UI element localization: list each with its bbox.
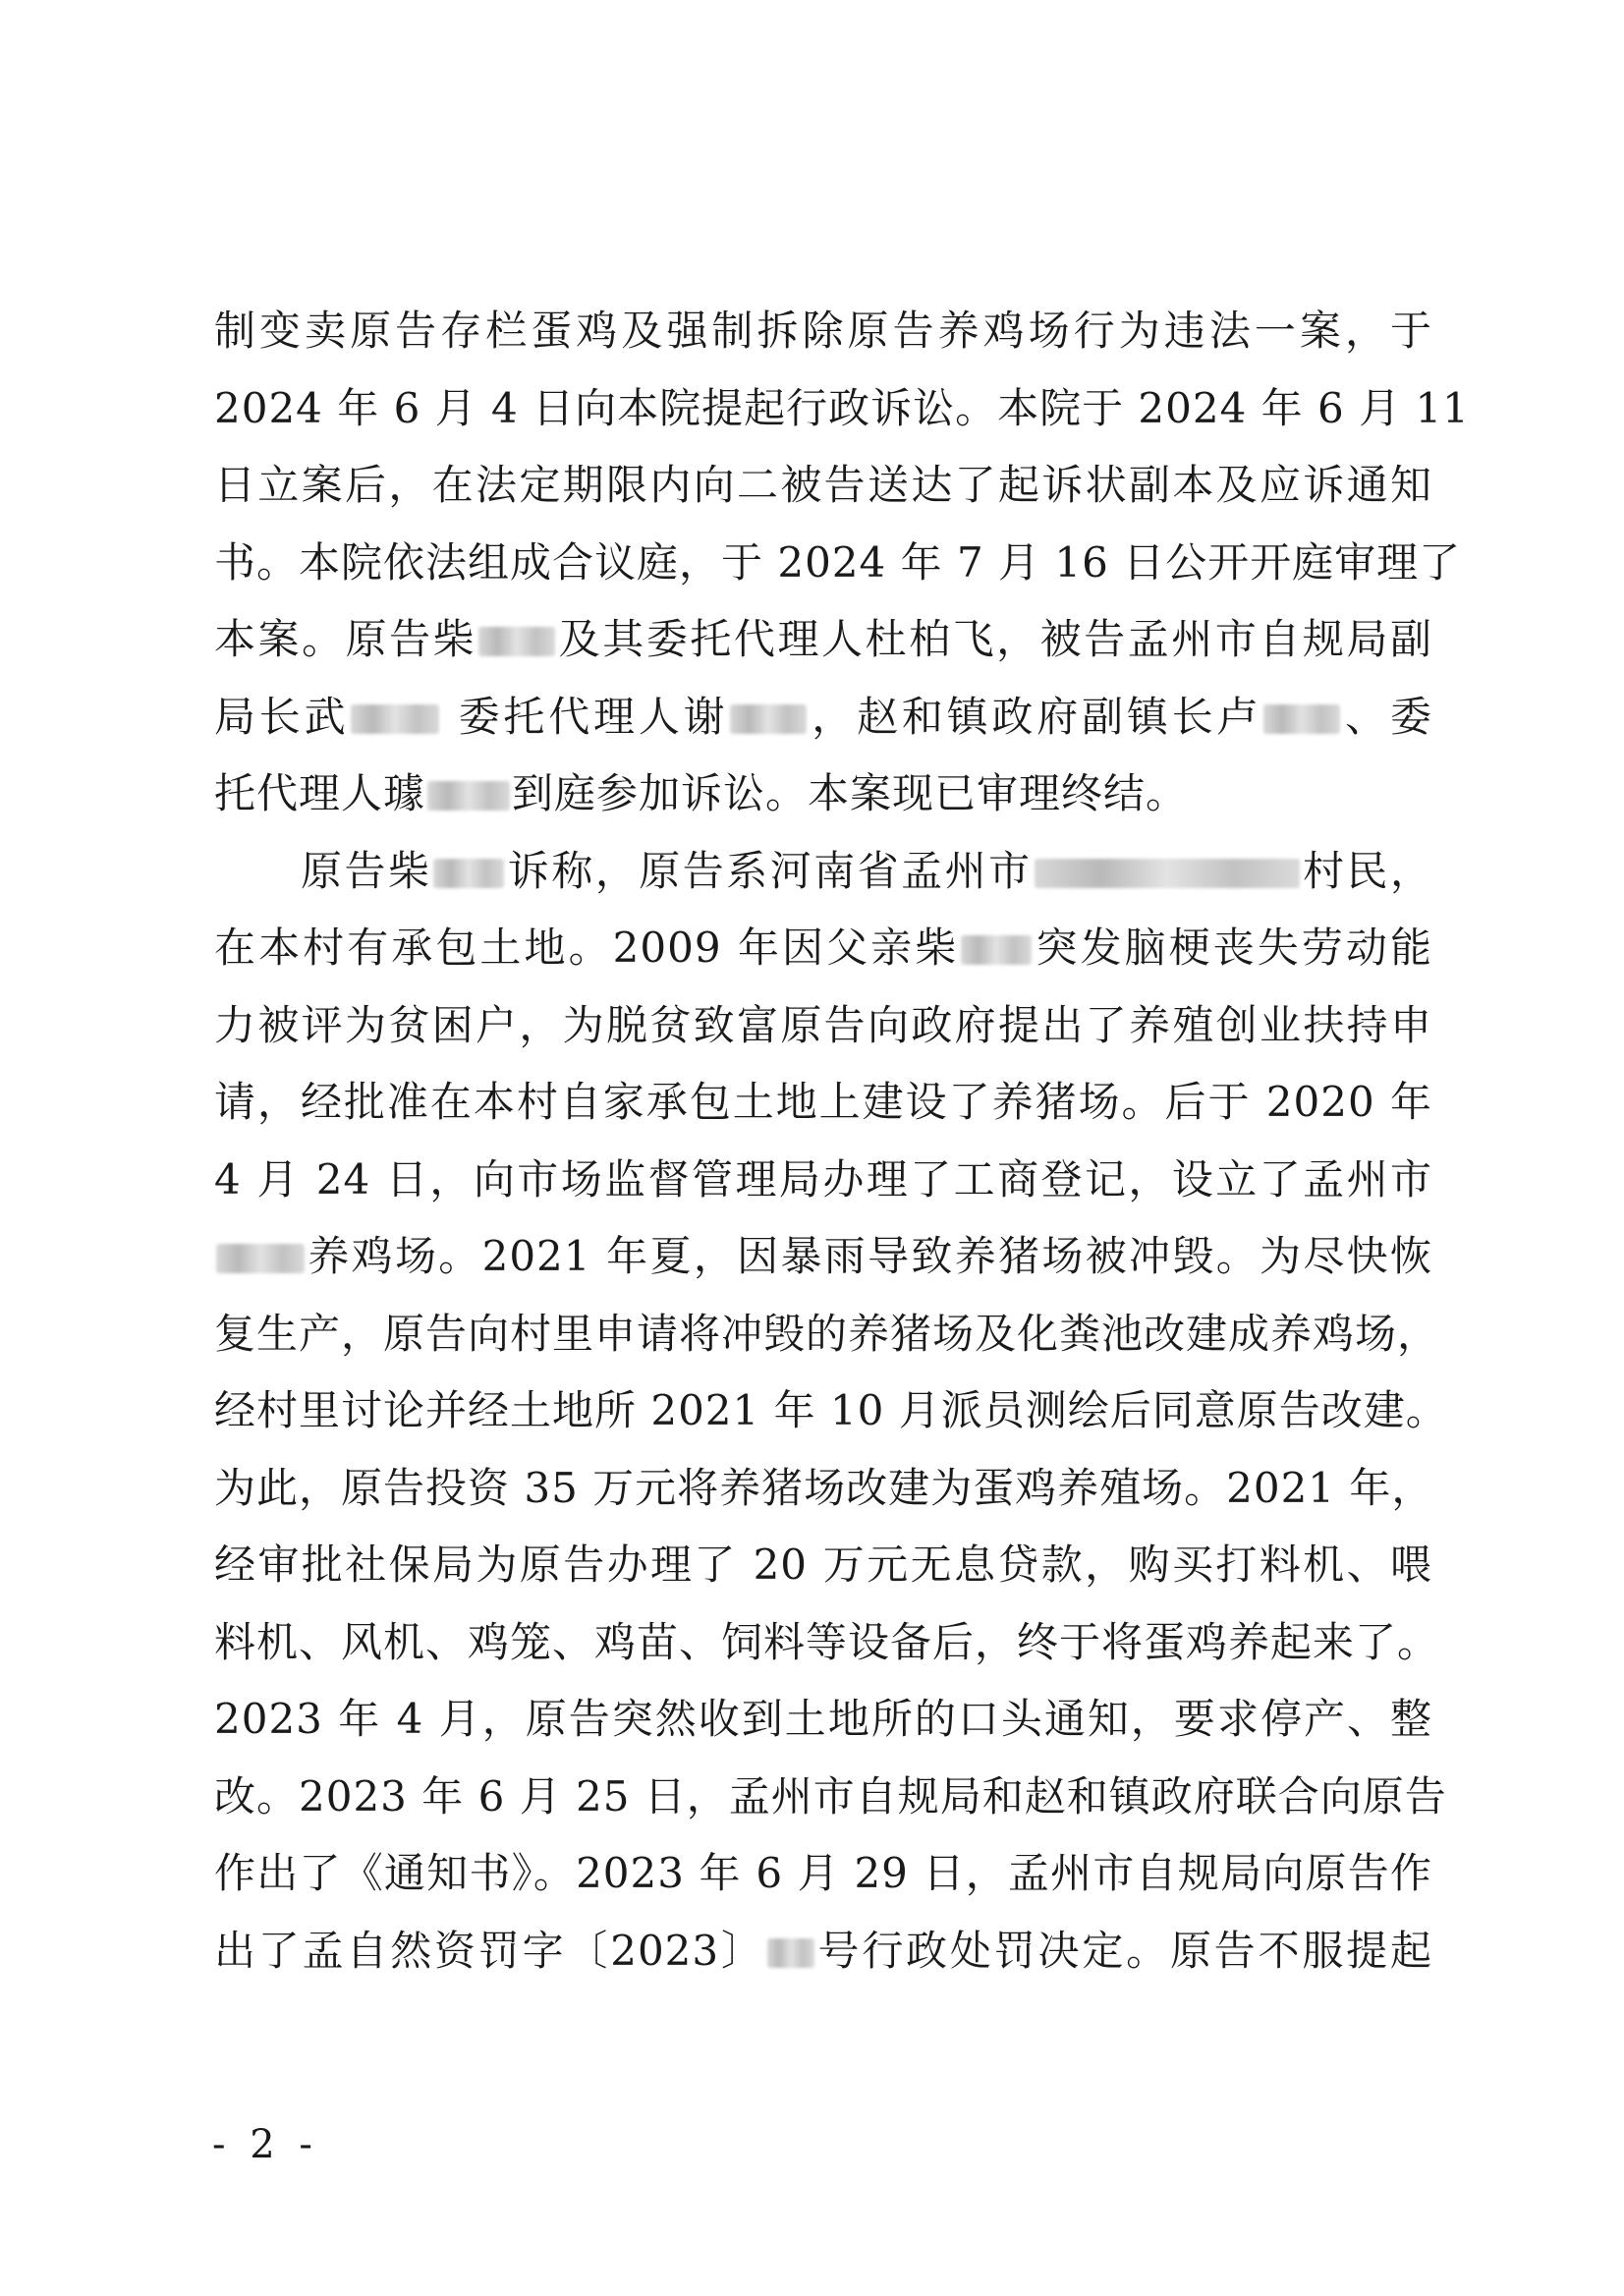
redaction-mark	[1035, 859, 1300, 888]
text-segment: 请，经批准在本村自家承包土地上建设了养猪场。后于 2020 年	[214, 1078, 1432, 1126]
text-segment: 出了孟自然资罚字〔2023〕	[214, 1926, 765, 1975]
text-line	[214, 525, 1462, 602]
text-segment: 日立案后，在法定期限内向二被告送达了起诉状副本及应诉通知	[214, 461, 1432, 509]
text-segment: 2024 年 6 月 4 日向本院提起行政诉讼。本院于 2024 年 6 月 11	[214, 383, 1470, 432]
text-segment: 经审批社保局为原告办理了 20 万元无息贷款，购买打料机、喂	[214, 1540, 1432, 1589]
text-segment: 2023 年 4 月，原告突然收到土地所的口头通知，要求停产、整	[214, 1695, 1432, 1743]
text-line	[214, 1450, 1432, 1528]
text-line	[214, 293, 1432, 370]
text-line	[214, 833, 1432, 911]
text-segment: 局长武	[214, 692, 350, 741]
text-segment: 在本村有承包土地。2009 年因父亲柴	[214, 924, 960, 972]
text-segment: 4 月 24 日，向市场监督管理局办理了工商登记，设立了孟州市	[214, 1154, 1432, 1204]
document-body	[214, 293, 1470, 1989]
text-segment: 、委	[1342, 692, 1432, 741]
text-segment: 改。2023 年 6 月 25 日，孟州市自规局和赵和镇政府联合向原告	[214, 1771, 1447, 1820]
text-segment: 力被评为贫困户，为脱贫致富原告向政府提出了养殖创业扶持申	[214, 1000, 1432, 1049]
page-number: - 2 -	[212, 2122, 318, 2167]
text-segment: ，赵和镇政府副镇长卢	[809, 692, 1262, 741]
text-line	[214, 1296, 1440, 1373]
text-line	[214, 370, 1470, 448]
redaction-mark	[961, 935, 1032, 965]
text-line	[214, 1218, 1432, 1296]
redaction-mark	[767, 1938, 814, 1968]
text-line	[214, 601, 1432, 679]
text-line	[214, 1759, 1447, 1836]
text-segment: 本案。原告柴	[214, 615, 477, 663]
redaction-mark	[216, 1244, 305, 1273]
text-segment: 养鸡场。2021 年夏，因暴雨导致养猪场被冲毁。为尽快恢	[307, 1232, 1432, 1280]
text-segment: 诉称，原告系河南省孟州市	[506, 846, 1033, 895]
text-line	[214, 1835, 1432, 1913]
redaction-mark	[351, 704, 439, 734]
redaction-mark	[433, 859, 504, 888]
text-line	[214, 1604, 1440, 1682]
text-line	[214, 987, 1432, 1065]
text-segment: 书。本院依法组成合议庭，于 2024 年 7 月 16 日公开开庭审理了	[214, 537, 1462, 587]
text-segment: 托代理人璩	[214, 769, 426, 817]
text-line	[214, 1913, 1432, 1990]
text-segment: 经村里讨论并经土地所 2021 年 10 月派员测绘后同意原告改建。	[214, 1386, 1448, 1434]
text-line	[214, 1064, 1432, 1142]
redaction-mark	[427, 781, 510, 811]
redaction-mark	[478, 627, 555, 656]
text-line	[214, 756, 1432, 833]
redaction-mark	[730, 704, 807, 734]
text-segment: 及其委托代理人杜柏飞，被告孟州市自规局副	[557, 615, 1432, 663]
text-segment: 料机、风机、鸡笼、鸡苗、饲料等设备后，终于将蛋鸡养起来了。	[214, 1617, 1440, 1666]
text-line	[214, 1681, 1432, 1759]
text-segment: 制变卖原告存栏蛋鸡及强制拆除原告养鸡场行为违法一案，于	[214, 307, 1432, 355]
text-segment: 复生产，原告向村里申请将冲毁的养猪场及化粪池改建成养鸡场，	[214, 1309, 1440, 1358]
text-line	[214, 1142, 1432, 1219]
text-segment: 委托代理人谢	[441, 692, 729, 741]
text-segment: 号行政处罚决定。原告不服提起	[815, 1926, 1432, 1975]
text-line	[214, 910, 1432, 987]
text-segment: 原告柴	[301, 846, 432, 895]
text-segment: 村民，	[1301, 846, 1432, 895]
redaction-mark	[1263, 704, 1340, 734]
text-line	[214, 1372, 1448, 1450]
text-segment: 到庭参加诉讼。本案现已审理终结。	[512, 769, 1189, 817]
text-line	[214, 679, 1432, 756]
text-segment: 作出了《通知书》。2023 年 6 月 29 日，孟州市自规局向原告作	[214, 1849, 1432, 1897]
text-line	[214, 447, 1432, 525]
text-segment: 为此，原告投资 35 万元将养猪场改建为蛋鸡养殖场。2021 年，	[214, 1463, 1434, 1512]
text-line	[214, 1527, 1432, 1604]
text-segment: 突发脑梗丧失劳动能	[1034, 924, 1432, 972]
